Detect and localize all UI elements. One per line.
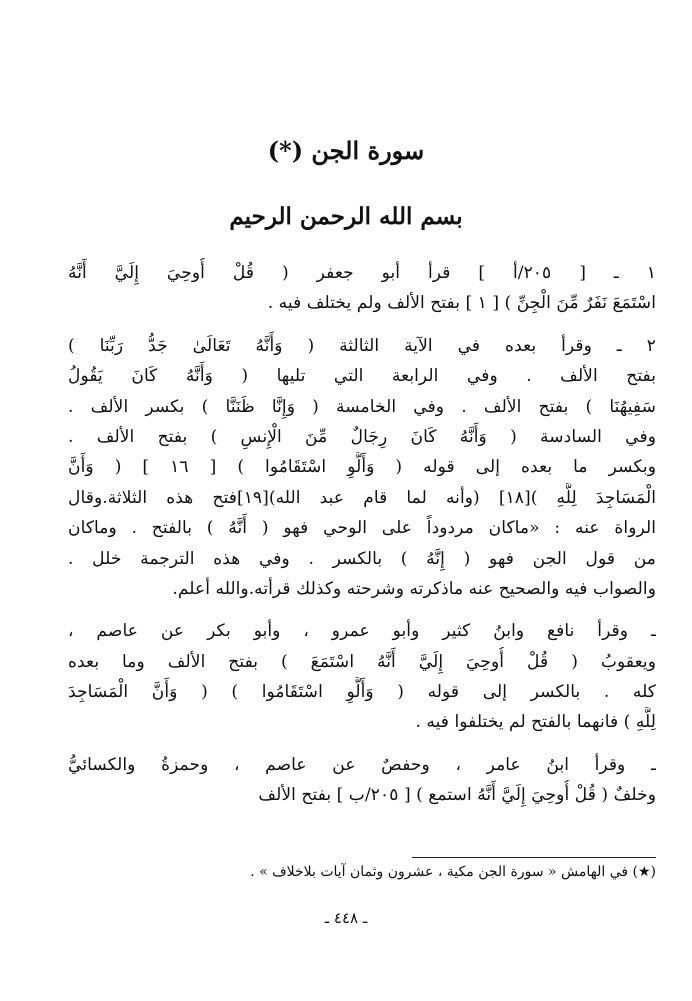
text-line: ١ ـ [ ٢٠٥/أ ] قرأ أبو جعفر ( قُلْ أُوحِيَ إِلَيَّ أَنَّهُ bbox=[68, 263, 656, 283]
text-line: وخلفٌ ( قُلْ أُوحِيَ إِلَيَّ أَنَّهُ استمع ) [ ٢٠٥/ب ] بفتح الألف bbox=[258, 785, 656, 806]
text-line: الرواة عنه : «ماكان مردوداً على الوحي فهو ( أَنَّهُ ) بالفتح . وماكان bbox=[68, 518, 656, 539]
paragraph bbox=[68, 750, 656, 811]
text-line: وفي السادسة ( وَأَنَّهُ كَانَ رِجَالٌ مِّنَ الْإِنسِ ) بفتح الألف . bbox=[68, 426, 656, 447]
text-line: سَفِيهُنَا ) بفتح الألف . وفي الخامسة ( وَإِنَّا ظَنَنَّا ) بكسر الألف . bbox=[68, 396, 656, 417]
paragraph bbox=[68, 331, 656, 605]
text-line: والصواب فيه والصحيح عنه ماذكرته وشرحته وكذلك قرأته.والله أعلم. bbox=[172, 578, 656, 599]
text-line: ـ وقرأ ابنُ عامر ، وحفصٌ عن عاصم ، وحمزةُ والكسائيُّ bbox=[68, 754, 656, 775]
text-line: من قول الجن فهو ( إِنَّهُ ) بالكسر . وفي هذه الترجمة خلل . bbox=[68, 548, 656, 569]
footnote-divider bbox=[412, 857, 656, 858]
text-line: لِلَّهِ ) فانهما بالفتح لم يختلفوا فيه . bbox=[415, 712, 656, 733]
main-text bbox=[68, 258, 656, 823]
text-line: وبكسر ما بعده إلى قوله ( وَأَلَّوِ اسْتَقَامُوا ) [ ١٦ ] ( وَأَنَّ bbox=[68, 457, 656, 478]
text-line: الْمَسَاجِدَ لِلَّهِ )[١٨] (وأنه لما قام عبد الله)[١٩]فتح هذه الثلاثة.وقال bbox=[68, 487, 656, 508]
footnote: (★) في الهامش « سورة الجن مكية ، عشرون وثمان آيات بلاخلاف » . bbox=[250, 864, 656, 880]
paragraph bbox=[68, 616, 656, 738]
text-line: ويعقوبُ ( قُلْ أُوحِيَ إِلَيَّ أَنَّهُ اسْتَمَعَ ) بفتح الألف وما بعده bbox=[68, 651, 656, 672]
text-line: ٢ ـ وقرأ بعده في الآية الثالثة ( وَأَنَّهُ تَعَالَىٰ جَدُّ رَبِّنَا ) bbox=[68, 335, 656, 356]
text-line: ـ وقرأ نافع وابنُ كثير وأبو عمرو ، وأبو بكر عن عاصم ، bbox=[68, 621, 656, 642]
surah-title: سورة الجن (*) bbox=[267, 136, 425, 165]
text-line: اسْتَمَعَ نَفَرٌ مِّنَ الْجِنِّ ) [ ١ ] بفتح الألف ولم يختلف فيه . bbox=[267, 293, 656, 314]
text-line: بفتح الألف . وفي الرابعة التي تليها ( وَأَنَّهُ كَانَ يَقُولُ bbox=[68, 366, 656, 387]
text-line: كله . بالكسر إلى قوله ( وَأَلَّوِ اسْتَقَامُوا ) ( وَأَنَّ الْمَسَاجِدَ bbox=[68, 682, 656, 703]
basmala: بسم الله الرحمن الرحيم bbox=[229, 203, 463, 230]
page-number: ـ ٤٤٨ ـ bbox=[324, 909, 368, 927]
paragraph bbox=[68, 258, 656, 319]
